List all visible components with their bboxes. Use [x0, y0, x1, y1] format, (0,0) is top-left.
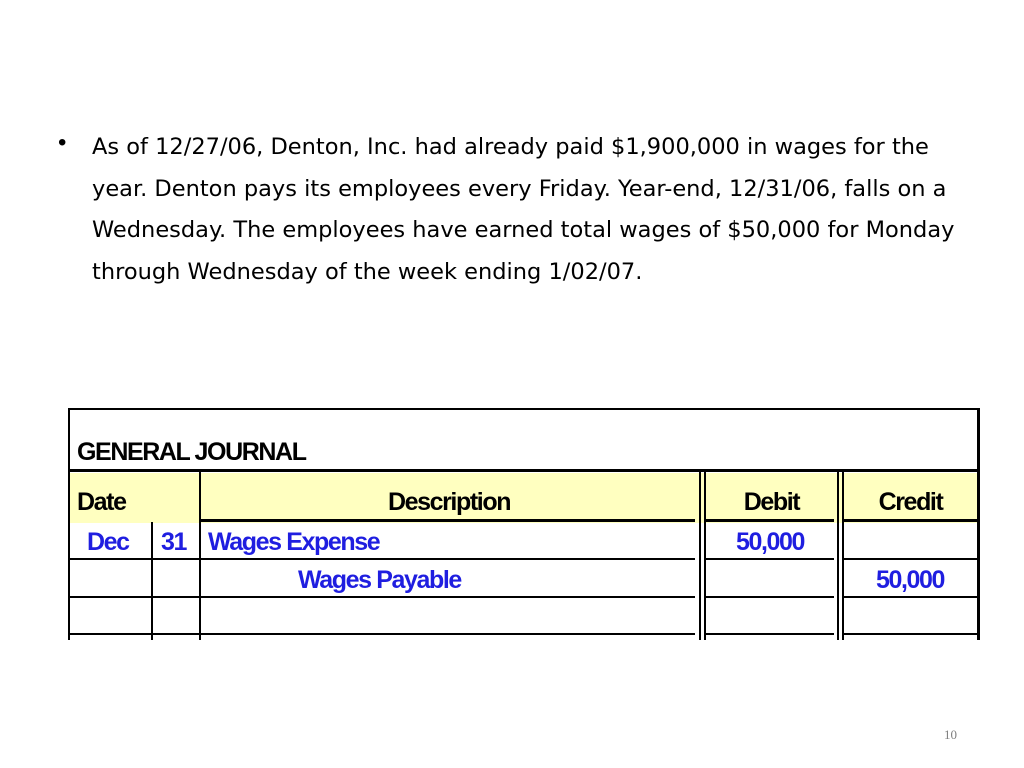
row1-border-credit — [844, 558, 980, 560]
row3-border-credit — [844, 633, 980, 635]
entry-debit-amount: 50,000 — [736, 528, 805, 556]
page-number: 10 — [944, 727, 957, 742]
top-border — [68, 408, 980, 410]
desc-debit-separator-a — [699, 472, 701, 640]
debit-credit-separator-a — [837, 472, 839, 640]
journal-title: GENERAL JOURNAL — [77, 438, 306, 466]
entry-month: Dec — [87, 528, 129, 556]
bullet-icon: • — [58, 129, 67, 156]
entry-credit-account: Wages Payable — [298, 566, 461, 594]
row3-border-left — [68, 633, 695, 635]
debit-header: Debit — [743, 488, 800, 516]
general-journal-table — [68, 408, 980, 640]
header-underline-debit — [706, 519, 834, 522]
row1-border-left — [68, 558, 695, 560]
row3-border-debit — [706, 633, 834, 635]
entry-credit-amount: 50,000 — [876, 566, 945, 594]
credit-header: Credit — [878, 488, 943, 516]
bullet-text: As of 12/27/06, Denton, Inc. had already paid $1,900,000 in wages for the year. Denton pays its employees every Friday. Year-end, 12/31/06, falls on a Wednesday. The employees have earned total wages of $50,000 for Monday through Wednesday of the week ending 1/02/07. — [92, 134, 955, 285]
description-header: Description — [387, 488, 511, 516]
row2-border-debit — [706, 596, 834, 598]
header-underline-credit — [844, 519, 980, 522]
left-border — [68, 408, 70, 640]
entry-day: 31 — [161, 528, 187, 556]
header-underline-desc — [199, 519, 695, 522]
entry-debit-account: Wages Expense — [208, 528, 380, 556]
month-day-separator — [151, 522, 153, 640]
date-header: Date — [77, 488, 126, 516]
right-border — [977, 408, 980, 640]
row2-border-credit — [844, 596, 980, 598]
row1-border-debit — [706, 558, 834, 560]
row2-border-left — [68, 596, 695, 598]
